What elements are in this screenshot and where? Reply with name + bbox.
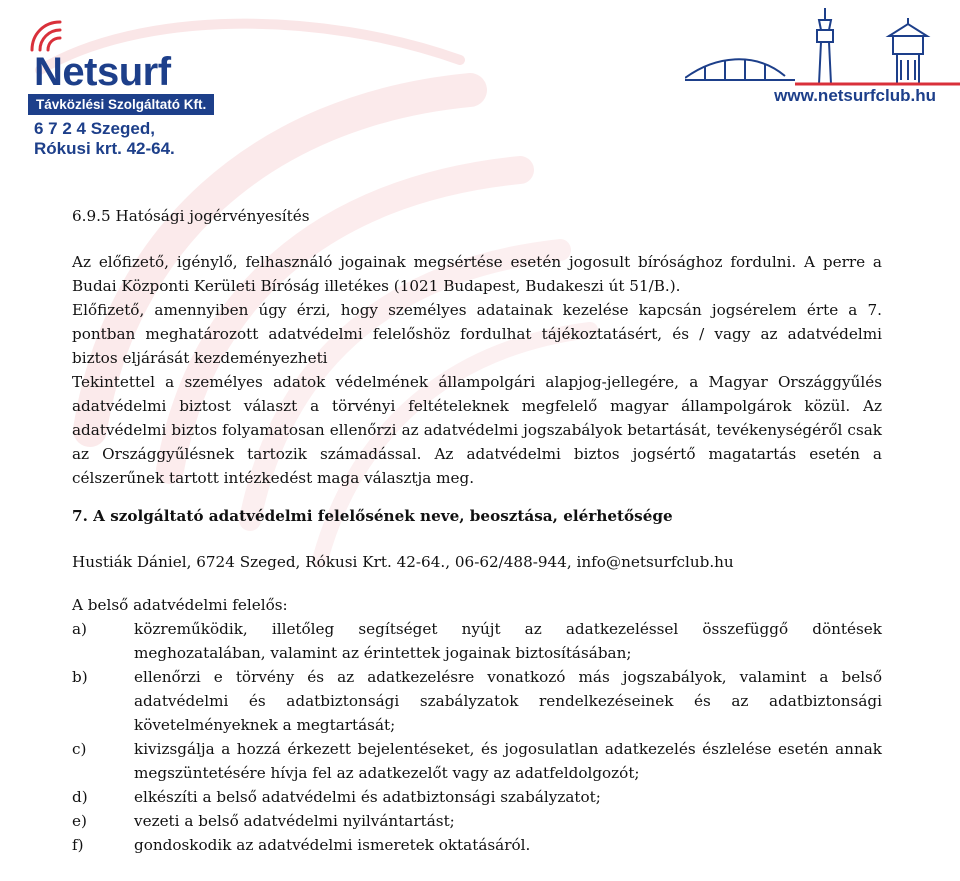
paragraph-adatvedelmi-biztos: Tekintettel a személyes adatok védelmének állampolgári alapjog-jellegére, a Magyar Országgyűlés adatvédelmi biztost választ a törvényi feltételeknek megfelelő magyar állampolgárok közül. Az adatvédelmi biztos folyamatosan ellenőrzi az adatvédelmi jogszabályok betartását, tevékenységéről csak az Országgyűlésnek tartozik számadással. Az adatvédelmi biztos jogsértő magatartás esetén a célszerűnek tartott intézkedést maga választja meg. (72, 373, 882, 487)
list-item-text: kivizsgálja a hozzá érkezett bejelentéseket, és jogosulatlan adatkezelés észlelése esetén annak megszüntetésére hívja fel az adatkezelőt vagy az adatfeldolgozót; (134, 740, 882, 782)
responsibilities-list (72, 617, 882, 857)
list-item-label: b) (72, 668, 88, 686)
list-item (72, 737, 882, 785)
list-item-label: a) (72, 620, 87, 638)
website-url[interactable]: www.netsurfclub.hu (774, 86, 936, 105)
list-item-label: f) (72, 836, 84, 854)
document-body (72, 204, 882, 857)
logo-address-line-2: Rókusi krt. 42-64. (34, 139, 175, 158)
list-item-label: e) (72, 812, 87, 830)
list-item (72, 809, 882, 833)
text-line: Budai Központi Kerületi Bíróság illetékes (1021 Budapest, Budakeszi út 51/B.). (72, 277, 681, 295)
list-item-text: gondoskodik az adatvédelmi ismeretek oktatásáról. (134, 836, 531, 854)
list-item (72, 617, 882, 665)
text-line: biztos eljárását kezdeményezheti (72, 349, 328, 367)
list-item-text: közreműködik, illetőleg segítséget nyújt az adatkezeléssel összefüggő döntések meghozatalában, valamint az érintettek jogainak biztosításában; (134, 620, 882, 662)
paragraph-jogervenyesites (72, 250, 882, 370)
signal-waves-icon (28, 16, 108, 52)
section-title: 7. A szolgáltató adatvédelmi felelősének neve, beosztása, elérhetősége (72, 507, 673, 525)
text-line: Az előfizető, igénylő, felhasználó jogainak megsértése esetén jogosult bírósághoz fordulni. A perre a (72, 253, 882, 271)
list-item (72, 665, 882, 737)
text-line: pontban meghatározott adatvédelmi felelőshöz fordulhat tájékoztatásért, és / vagy az adatvédelmi (72, 325, 882, 343)
list-item-label: d) (72, 788, 88, 806)
list-item-text: vezeti a belső adatvédelmi nyilvántartást; (134, 812, 455, 830)
text-line: Előfizető, amennyiben úgy érzi, hogy személyes adatainak kezelése kapcsán jogsérelem érte a 7. (72, 301, 882, 319)
list-item-label: c) (72, 740, 87, 758)
logo-wordmark: Netsurf (34, 50, 171, 94)
logo-address-line-1: 6 7 2 4 Szeged, (34, 119, 155, 138)
logo-tagline: Távközlési Szolgáltató Kft. (28, 94, 214, 115)
list-item (72, 785, 882, 809)
list-intro: A belső adatvédelmi felelős: (72, 596, 288, 614)
list-item (72, 833, 882, 857)
list-item-text: ellenőrzi e törvény és az adatkezelésre vonatkozó más jogszabályok, valamint a belső adatvédelmi és adatbiztonsági szabályzatok rendelkezéseinek és az adatbiztonsági követelményeknek a megtartását; (134, 668, 882, 734)
contact-details: Hustiák Dániel, 6724 Szeged, Rókusi Krt. 42-64., 06-62/488-944, info@netsurfclub.hu (72, 553, 734, 571)
netsurf-logo (28, 16, 278, 159)
list-item-text: elkészíti a belső adatvédelmi és adatbiztonsági szabályzatot; (134, 788, 601, 806)
section-heading: 6.9.5 Hatósági jogérvényesítés (72, 207, 310, 225)
